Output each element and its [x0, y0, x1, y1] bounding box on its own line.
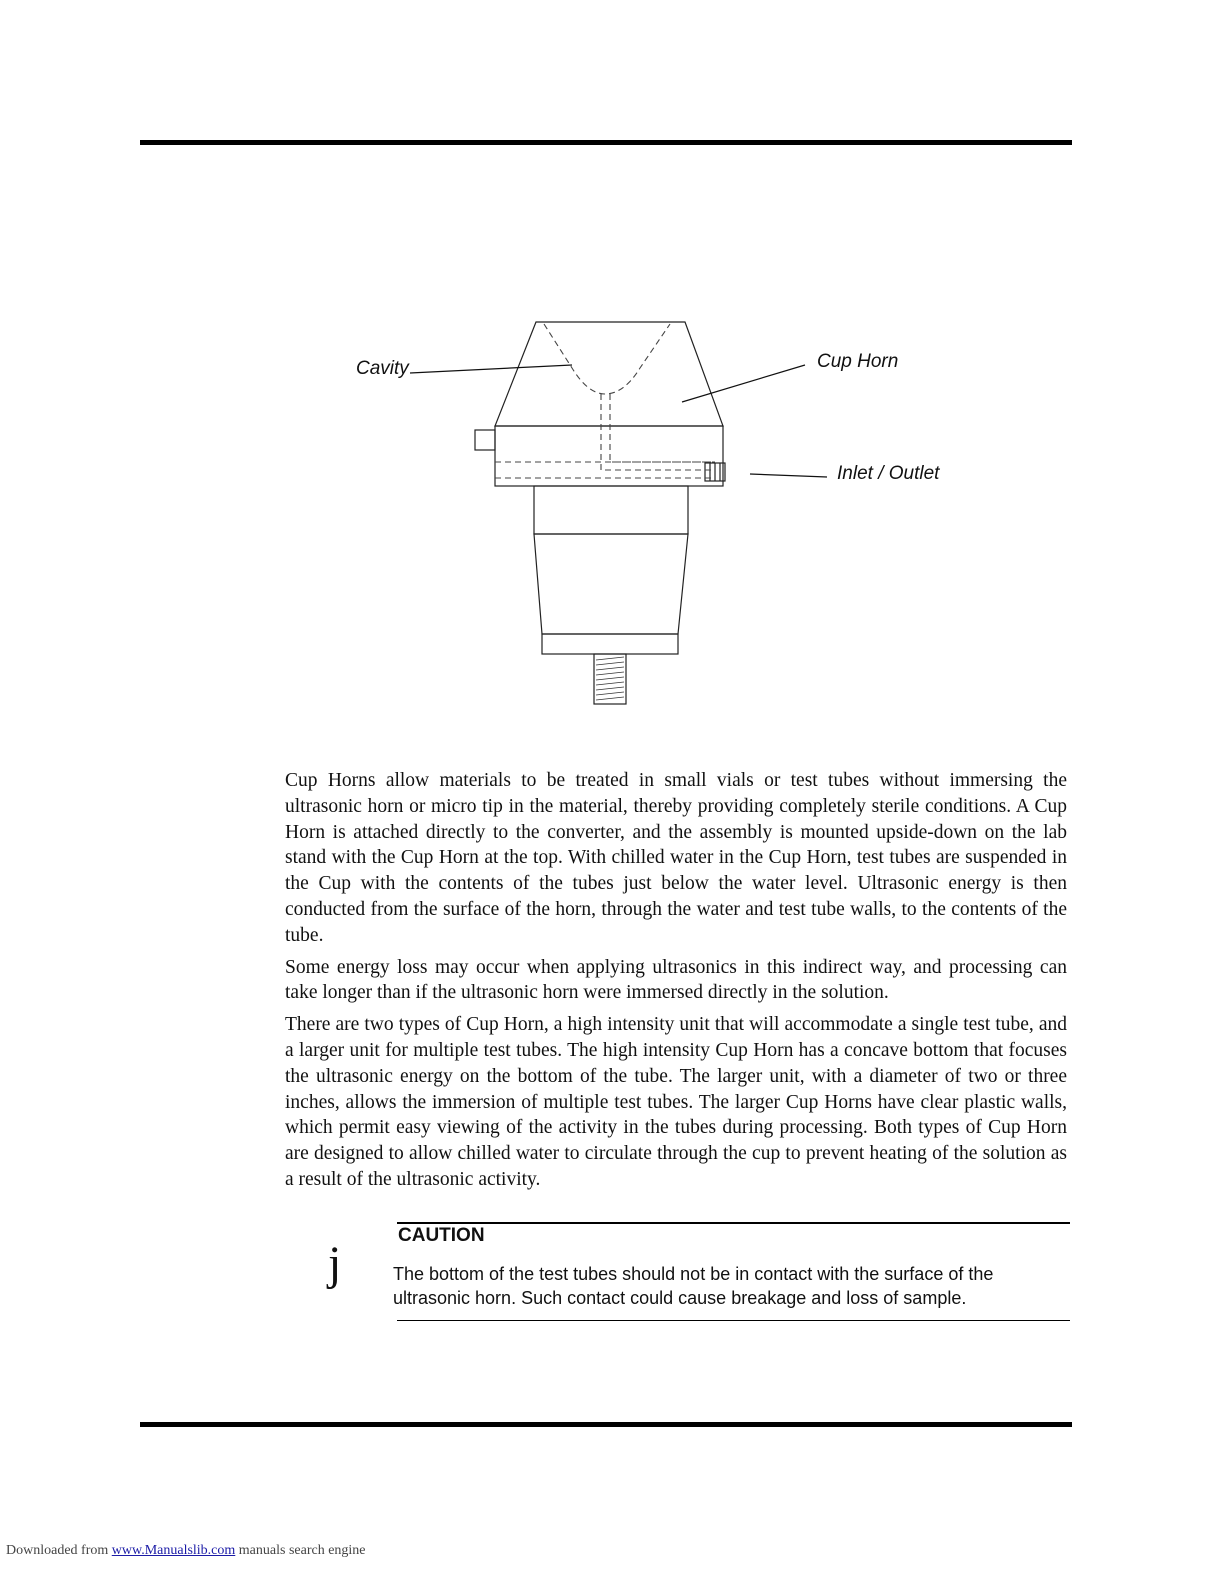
footer-suffix: manuals search engine: [235, 1543, 366, 1558]
body-text: [285, 768, 1067, 1199]
paragraph-types: There are two types of Cup Horn, a high intensity unit that will accommodate a single test tube, and a larger unit for multiple test tubes. The high intensity Cup Horn has a concave bottom that focuses the ultrasonic energy on the bottom of the tube. The larger unit, with a diameter of two or three inches, allows the immersion of multiple test tubes. The larger Cup Horns have clear plastic walls, which permit easy viewing of the activity in the tubes during processing. Both types of Cup Horn are designed to allow chilled water to circulate through the cup to prevent heating of the solution as a result of the ultrasonic activity.: [285, 1014, 1067, 1190]
converter-upper: [534, 486, 688, 534]
caution-box: [320, 1222, 1070, 1322]
cup-horn-leader: [682, 365, 805, 402]
footer-prefix: Downloaded from: [6, 1543, 112, 1558]
cup-horn-label: Cup Horn: [817, 351, 899, 372]
caution-text: The bottom of the test tubes should not be in contact with the surface of the ultrasonic horn. Such contact could cause breakage and loss of sample.: [393, 1264, 994, 1308]
caution-top-rule: [397, 1222, 1070, 1224]
threaded-stud: [594, 654, 626, 704]
caution-bottom-rule: [397, 1320, 1070, 1321]
horn-collar: [495, 426, 723, 486]
paragraph-intro: Cup Horns allow materials to be treated in small vials or test tubes without immersing the ultrasonic horn or micro tip in the material, thereby providing completely sterile conditions. A Cup Horn is attached directly to the converter, and the assembly is mounted upside-down on the lab stand with the Cup Horn at the top. With chilled water in the Cup Horn, test tubes are suspended in the Cup with the contents of the tubes just below the water level. Ultrasonic energy is then conducted from the surface of the horn, through the water and test tube walls, to the contents of the tube.: [285, 770, 1067, 946]
manualslib-link[interactable]: www.Manualslib.com: [111, 1543, 236, 1558]
converter-base: [542, 634, 678, 654]
cup-horn-diagram: [340, 310, 980, 720]
header-rule: [140, 140, 1072, 145]
cavity-outline: [544, 324, 670, 394]
converter-taper: [534, 534, 688, 634]
left-knob: [475, 430, 495, 450]
inlet-outlet-leader: [750, 474, 827, 477]
inlet-outlet-label: Inlet / Outlet: [837, 463, 940, 484]
cavity-label: Cavity: [356, 358, 409, 379]
water-channel: [601, 394, 715, 470]
caution-icon: j: [328, 1237, 342, 1290]
download-footer: [6, 1543, 366, 1559]
paragraph-energy-loss: Some energy loss may occur when applying ultrasonics in this indirect way, and processing can take longer than if the ultrasonic horn were immersed directly in the solution.: [285, 956, 1067, 1004]
footer-rule: [140, 1422, 1072, 1427]
caution-title: CAUTION: [398, 1225, 485, 1246]
cavity-leader: [410, 365, 572, 373]
cup-horn-body: [495, 322, 723, 426]
